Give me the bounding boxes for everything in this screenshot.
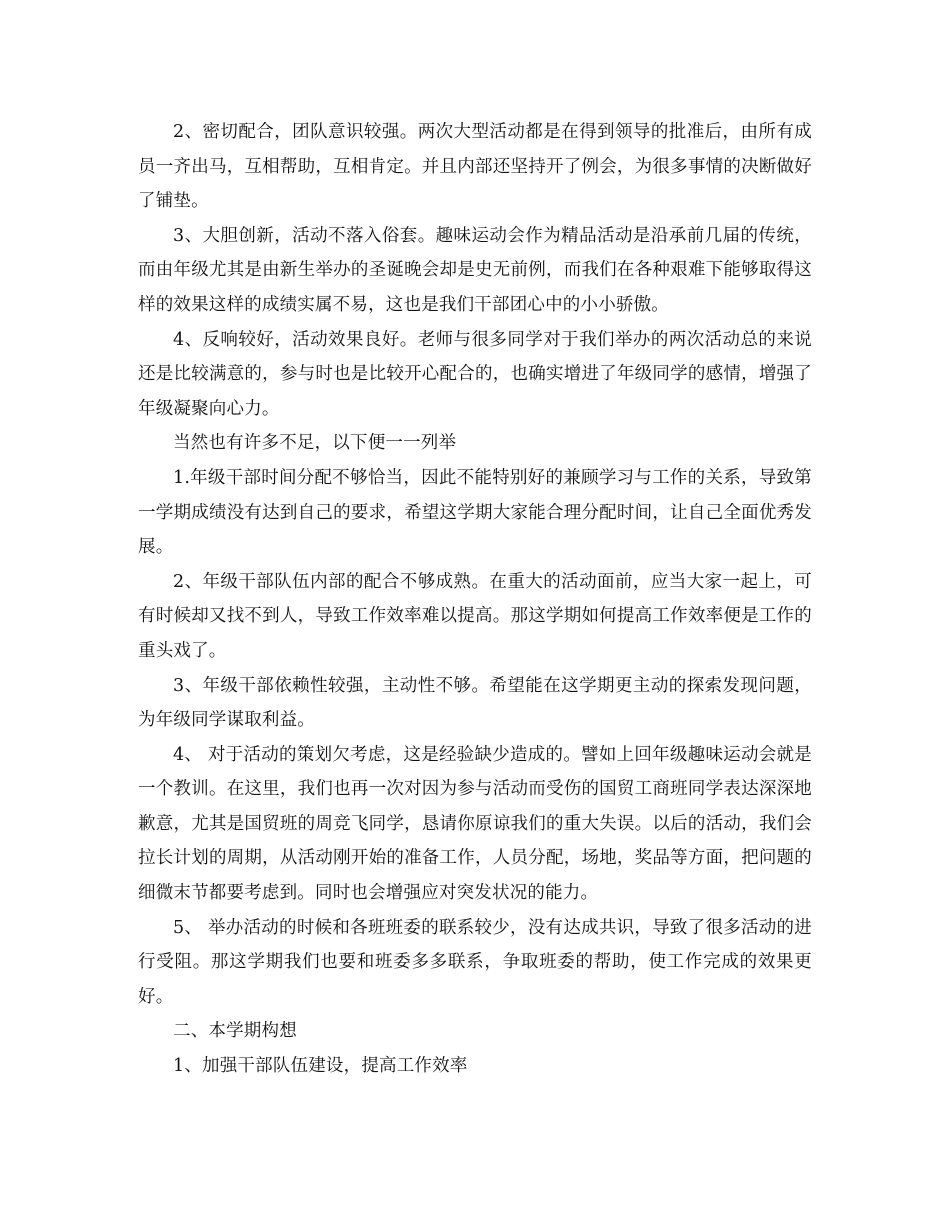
paragraph-shortcomings-intro: 当然也有许多不足，以下便一一列举 [173, 433, 457, 454]
paragraph-team-coordination: 2、年级干部队伍内部的配合不够成熟。在重大的活动面前，应当大家一起上，可有时候却又找不到人，导致工作效率难以提高。那这学期如何提高工作效率便是工作的重头戏了。 [138, 571, 812, 661]
paragraph-cooperation: 2、密切配合，团队意识较强。两次大型活动都是在得到领导的批准后，由所有成员一齐出马，互相帮助，互相肯定。并且内部还坚持开了例会，为很多事情的决断做好了铺垫。 [138, 122, 812, 212]
paragraph-team-building: 1、加强干部队伍建设，提高工作效率 [173, 1056, 468, 1077]
paragraph-planning: 4、 对于活动的策划欠考虑，这是经验缺少造成的。譬如上回年级趣味运动会就是一个教训。在这里，我们也再一次对因为参与活动而受伤的国贸工商班同学表达深深地歉意，尤其是国贸班的周竞飞同学，恳请你原谅我们的重大失误。以后的活动，我们会拉长计划的周期，从活动刚开始的准备工作，人员分配，场地，奖品等方面，把问题的细微末节都要考虑到。同时也会增强应对突发状况的能力。 [138, 744, 812, 904]
paragraph-innovation: 3、大胆创新，活动不落入俗套。趣味运动会作为精品活动是沿承前几届的传统，而由年级尤其是由新生举办的圣诞晚会却是史无前例，而我们在各种艰难下能够取得这样的效果这样的成绩实属不易，这也是我们干部团心中的小小骄傲。 [138, 225, 812, 315]
paragraph-time-allocation: 1.年级干部时间分配不够恰当，因此不能特别好的兼顾学习与工作的关系，导致第一学期成绩没有达到自己的要求，希望这学期大家能合理分配时间，让自己全面优秀发展。 [138, 467, 812, 558]
paragraph-class-liaison: 5、 举办活动的时候和各班班委的联系较少，没有达成共识，导致了很多活动的进行受阻。那这学期我们也要和班委多多联系，争取班委的帮助，使工作完成的效果更好。 [138, 917, 812, 1007]
section-heading-semester-plan: 二、本学期构想 [173, 1021, 297, 1042]
paragraph-dependency: 3、年级干部依赖性较强，主动性不够。希望能在这学期更主动的探索发现问题，为年级同学谋取利益。 [138, 675, 812, 731]
paragraph-response: 4、反响较好，活动效果良好。老师与很多同学对于我们举办的两次活动总的来说还是比较满意的，参与时也是比较开心配合的，也确实增进了年级同学的感情，增强了年级凝聚向心力。 [138, 329, 812, 419]
